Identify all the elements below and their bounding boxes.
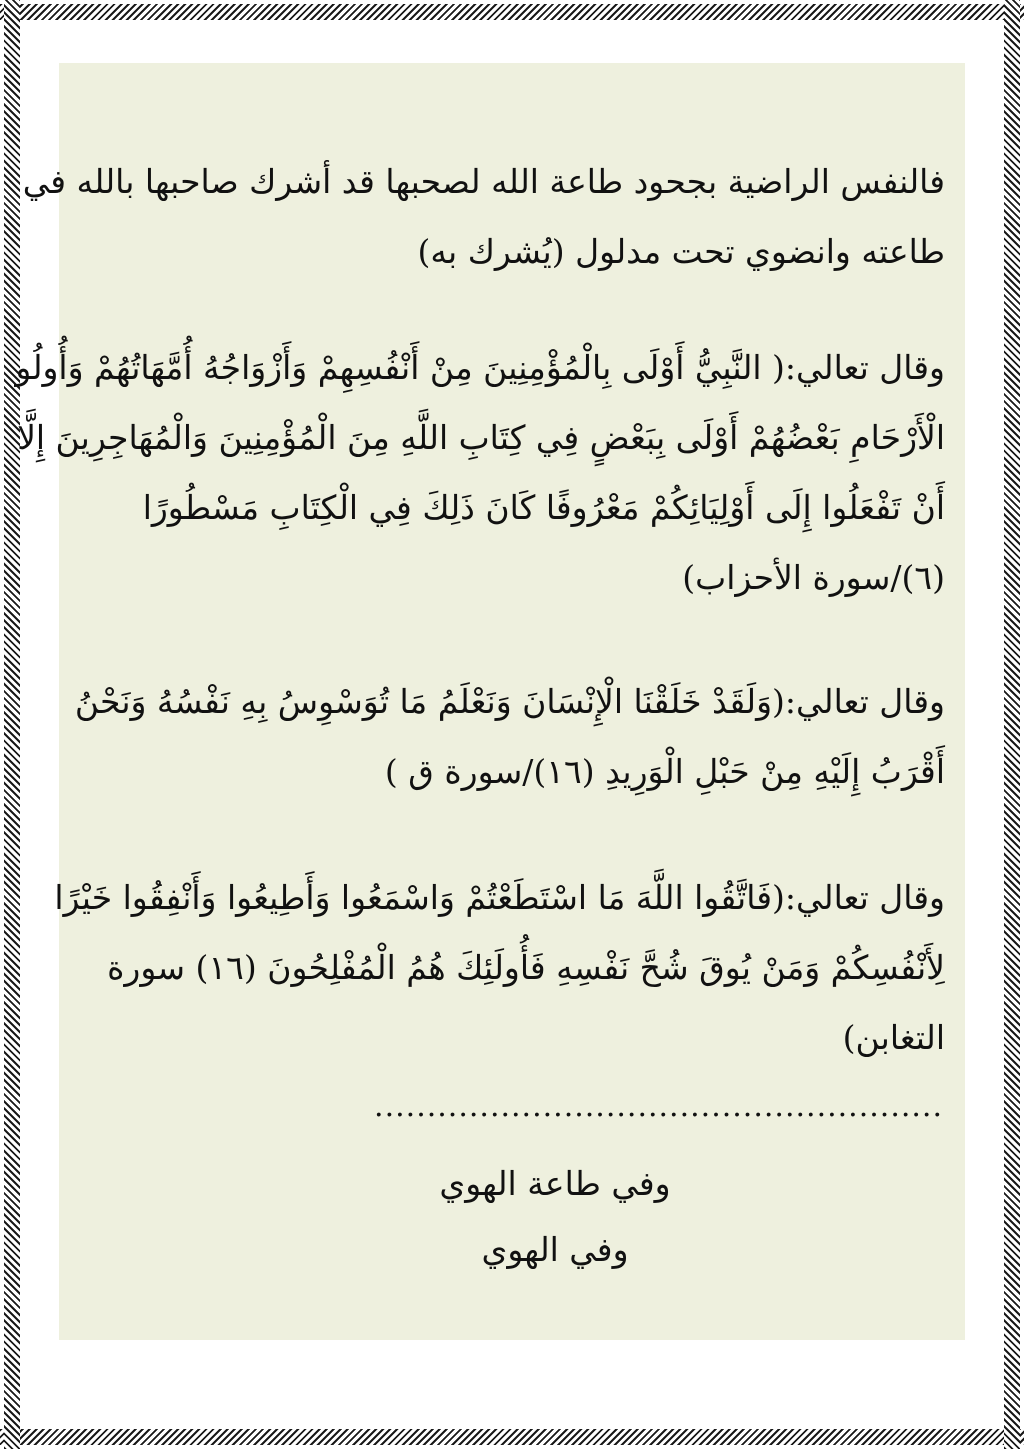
document-page — [15, 63, 965, 1340]
text-line: أَقْرَبُ إِلَيْهِ مِنْ حَبْلِ الْوَرِيدِ (١٦)/سورة ق ) — [384, 752, 945, 791]
decorative-border-left — [4, 0, 20, 1449]
text-line: وقال تعالي:(فَاتَّقُوا اللَّهَ مَا اسْتَطَعْتُمْ وَاسْمَعُوا وَأَطِيعُوا وَأَنْفِقُوا خَيْرًا — [54, 878, 945, 917]
text-line: طاعته وانضوي تحت مدلول (يُشرك به) — [417, 232, 945, 271]
dotted-separator: ...................................................... — [374, 1089, 943, 1124]
text-line: التغابن) — [842, 1018, 945, 1057]
paragraph-2-quran-al-ahzab — [15, 333, 945, 613]
text-line: (٦)/سورة الأحزاب) — [682, 558, 945, 597]
text-line: لِأَنْفُسِكُمْ وَمَنْ يُوقَ شُحَّ نَفْسِهِ فَأُولَئِكَ هُمُ الْمُفْلِحُونَ (١٦) سورة — [107, 948, 945, 987]
footer-heading-line-1: وفي طاعة الهوي — [439, 1164, 671, 1203]
paragraph-1 — [22, 147, 945, 287]
decorative-border-right — [1004, 0, 1020, 1449]
text-line: وقال تعالي:(وَلَقَدْ خَلَقْنَا الْإِنْسَانَ وَنَعْلَمُ مَا تُوَسْوِسُ بِهِ نَفْسُهُ وَنَحْنُ — [74, 682, 945, 721]
footer-heading-line-2: وفي الهوي — [481, 1230, 629, 1269]
document-content — [15, 147, 945, 1279]
text-line: فالنفس الراضية بجحود طاعة الله لصحبها قد أشرك صاحبها بالله في — [22, 162, 945, 201]
paragraph-3-quran-qaf — [74, 667, 945, 807]
text-line: أَنْ تَفْعَلُوا إِلَى أَوْلِيَائِكُمْ مَعْرُوفًا كَانَ ذَلِكَ فِي الْكِتَابِ مَسْطُورًا — [142, 488, 945, 527]
decorative-border-top — [0, 4, 1024, 20]
decorative-border-bottom — [0, 1429, 1024, 1445]
paragraph-4-quran-at-taghabun — [54, 863, 945, 1073]
text-line: الْأَرْحَامِ بَعْضُهُمْ أَوْلَى بِبَعْضٍ فِي كِتَابِ اللَّهِ مِنَ الْمُؤْمِنِينَ وَالْمُهَاجِرِينَ إِلَّا — [17, 418, 945, 457]
text-line: وقال تعالي:( النَّبِيُّ أَوْلَى بِالْمُؤْمِنِينَ مِنْ أَنْفُسِهِمْ وَأَزْوَاجُهُ أُمَّهَاتُهُمْ وَأُولُو — [15, 348, 945, 387]
